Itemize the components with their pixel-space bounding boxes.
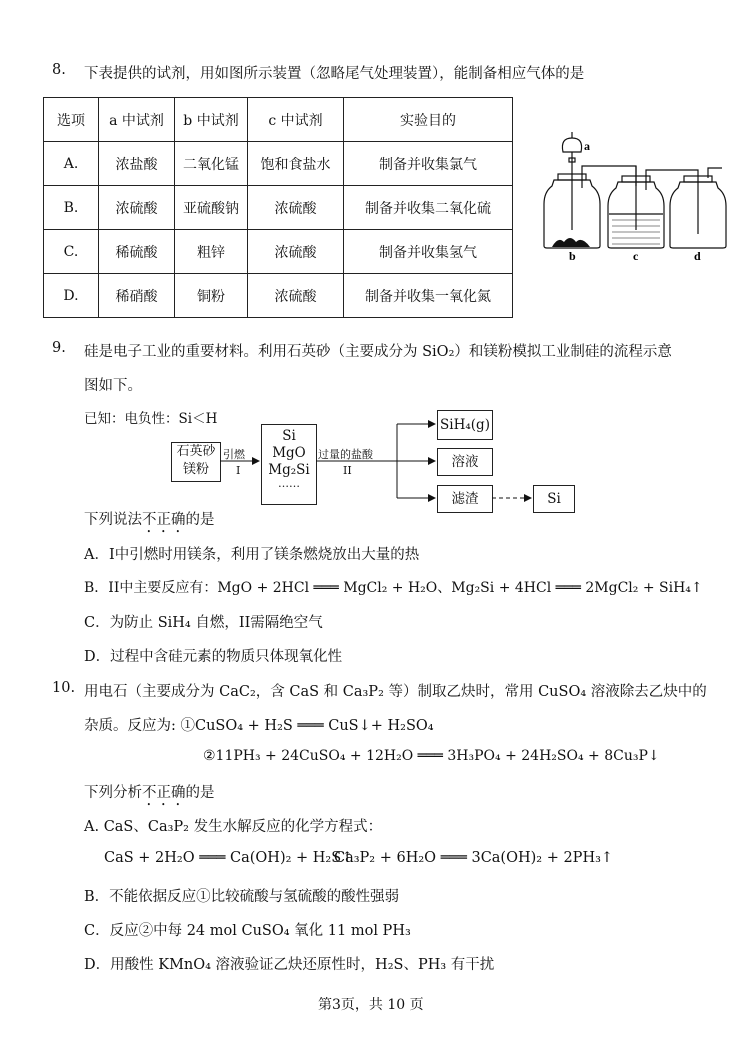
q9-number: 9. <box>52 340 66 356</box>
table-cell: 浓硫酸 <box>248 186 344 230</box>
q10-reaction2: ②11PH₃ + 24CuSO₄ + 12H₂O ═══ 3H₃PO₄ + 24H₂SO₄ + 8Cu₃P↓ <box>203 748 660 764</box>
table-cell: D. <box>44 274 99 318</box>
q10-ask-emphasis: 不正确 <box>142 785 186 801</box>
table-cell: B. <box>44 186 99 230</box>
q9-option-d: D．过程中含硅元素的物质只体现氧化性 <box>84 649 343 665</box>
q10-ask <box>84 781 215 809</box>
flow-out-solution: 溶液 <box>437 448 493 476</box>
table-cell: 浓硫酸 <box>248 274 344 318</box>
q9-stem-line2: 图如下。 <box>84 378 142 394</box>
table-cell: 制备并收集氢气 <box>344 230 513 274</box>
flow-step2-num: II <box>343 464 352 477</box>
q10-number: 10. <box>52 680 76 696</box>
q8-options-table <box>43 97 513 318</box>
page-footer: 第3页，共 10 页 <box>318 997 424 1013</box>
table-cell: 二氧化锰 <box>175 142 248 186</box>
flow-input-line1: 石英砂 <box>176 444 216 459</box>
q9-option-a: A．I中引燃时用镁条，利用了镁条燃烧放出大量的热 <box>84 547 420 563</box>
flow-step1-num: I <box>236 464 241 477</box>
table-cell: 制备并收集二氧化硫 <box>344 186 513 230</box>
flow-out-residue: 滤渣 <box>437 485 493 513</box>
q9-ask <box>84 508 215 536</box>
flow-out-sih4: SiH₄(g) <box>437 410 493 440</box>
q9-ask-post: 的是 <box>185 512 215 528</box>
flow-input-line2: 镁粉 <box>182 462 209 477</box>
table-cell: 饱和食盐水 <box>248 142 344 186</box>
table-header-cell: 选项 <box>44 98 99 142</box>
flow-mix-si: Si <box>282 428 296 444</box>
q10-stem-line2: 杂质。反应为: ①CuSO₄ + H₂S ═══ CuS↓+ H₂SO₄ <box>84 718 434 734</box>
gas-apparatus-diagram <box>540 130 730 260</box>
table-row <box>44 230 513 274</box>
q9-option-c: C．为防止 SiH₄ 自燃，II需隔绝空气 <box>84 615 323 631</box>
label-a: a <box>584 139 590 153</box>
flow-mixture-box <box>261 424 317 505</box>
q9-ask-emphasis: 不正确 <box>142 512 186 528</box>
table-cell: 铜粉 <box>175 274 248 318</box>
table-cell: 制备并收集氯气 <box>344 142 513 186</box>
q10-stem-line1: 用电石（主要成分为 CaC₂，含 CaS 和 Ca₃P₂ 等）制取乙炔时，常用 CuSO₄ 溶液除去乙炔中的 <box>84 684 707 700</box>
table-cell: 稀硝酸 <box>99 274 175 318</box>
q10-option-d: D．用酸性 KMnO₄ 溶液验证乙炔还原性时，H₂S、PH₃ 有干扰 <box>84 957 495 973</box>
flow-mix-mgo: MgO <box>272 445 306 461</box>
table-header-row <box>44 98 513 142</box>
table-cell: 浓硫酸 <box>99 186 175 230</box>
flow-input-box <box>171 442 221 482</box>
table-header-cell: 实验目的 <box>344 98 513 142</box>
table-row <box>44 274 513 318</box>
table-cell: C. <box>44 230 99 274</box>
table-cell: 浓硫酸 <box>248 230 344 274</box>
flow-final-si: Si <box>533 485 575 513</box>
q10-ask-pre: 下列分析 <box>84 785 142 801</box>
table-cell: 亚硫酸钠 <box>175 186 248 230</box>
q10-option-b: B．不能依据反应①比较硫酸与氢硫酸的酸性强弱 <box>84 889 400 905</box>
separatory-funnel <box>562 138 581 152</box>
q8-number: 8. <box>52 62 66 78</box>
table-header-cell: b 中试剂 <box>175 98 248 142</box>
solid-reagent <box>552 238 590 247</box>
table-row <box>44 142 513 186</box>
q8-stem: 下表提供的试剂，用如图所示装置（忽略尾气处理装置），能制备相应气体的是 <box>84 66 585 82</box>
flow-mix-etc: …… <box>278 477 300 490</box>
table-row <box>44 186 513 230</box>
label-c: c <box>633 249 639 260</box>
label-d: d <box>694 249 701 260</box>
q9-known: 已知：电负性：Si＜H <box>84 411 218 427</box>
table-cell: 浓盐酸 <box>99 142 175 186</box>
flow-step2-label: 过量的盐酸 <box>318 448 373 461</box>
table-cell: 粗锌 <box>175 230 248 274</box>
table-cell: 稀硫酸 <box>99 230 175 274</box>
table-header-cell: c 中试剂 <box>248 98 344 142</box>
q10-option-a-title: A. CaS、Ca₃P₂ 发生水解反应的化学方程式： <box>84 819 383 835</box>
q9-ask-pre: 下列说法 <box>84 512 142 528</box>
table-header-cell: a 中试剂 <box>99 98 175 142</box>
table-cell: 制备并收集一氧化氮 <box>344 274 513 318</box>
q10-option-a-eq2: Ca₃P₂ + 6H₂O ═══ 3Ca(OH)₂ + 2PH₃↑ <box>334 850 614 866</box>
q10-option-a-eq1: CaS + 2H₂O ═══ Ca(OH)₂ + H₂S↑ <box>104 850 354 866</box>
label-b: b <box>569 249 576 260</box>
q9-stem-line1: 硅是电子工业的重要材料。利用石英砂（主要成分为 SiO₂）和镁粉模拟工业制硅的流程示意 <box>84 344 672 360</box>
q10-option-c: C．反应②中每 24 mol CuSO₄ 氧化 11 mol PH₃ <box>84 923 411 939</box>
table-cell: A. <box>44 142 99 186</box>
q10-ask-post: 的是 <box>185 785 215 801</box>
flow-mix-mg2si: Mg₂Si <box>268 462 310 478</box>
q9-option-b: B．II中主要反应有：MgO + 2HCl ═══ MgCl₂ + H₂O、Mg₂Si + 4HCl ═══ 2MgCl₂ + SiH₄↑ <box>84 580 703 596</box>
flow-step1-label: 引燃 <box>223 448 245 461</box>
